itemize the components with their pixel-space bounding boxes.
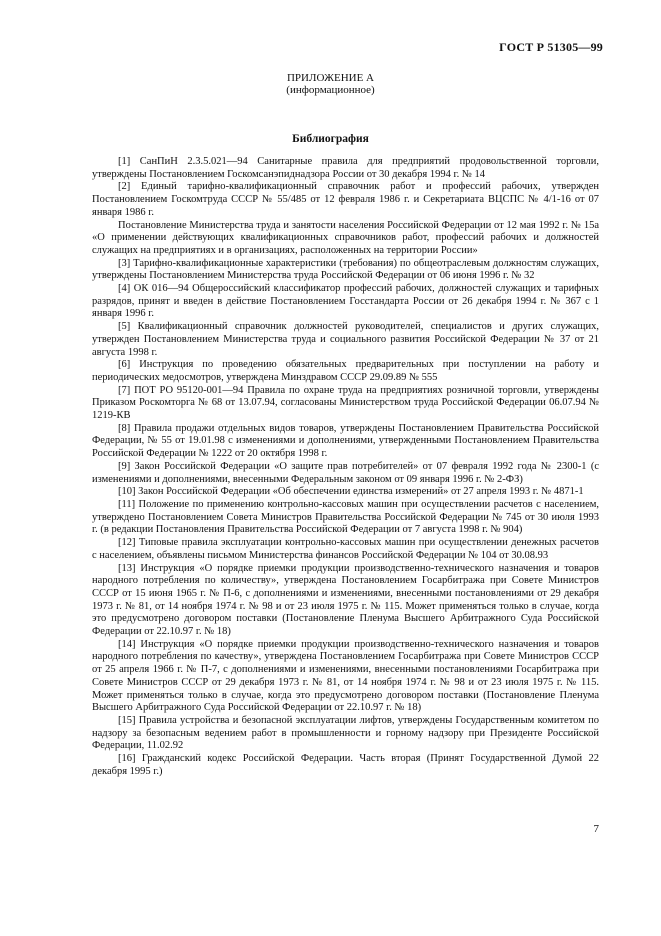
standard-header: ГОСТ Р 51305—99 (499, 40, 603, 54)
bibliography-entry: [6] Инструкция по проведению обязательных предварительных при поступлении на работу и периодических медосмотров, утверждена Минздравом СССР 29.09.89 № 555 (92, 359, 599, 383)
bibliography-entry: [12] Типовые правила эксплуатации контрольно-кассовых машин при осуществлении денежных расчетов с населением, объявлены письмом Министерства финансов Российской Федерации № 104 от 30.08.93 (92, 537, 599, 561)
bibliography-entry: [13] Инструкция «О порядке приемки продукции производственно-технического назначения и товаров народного потребления по количеству», утверждена Постановлением Госарбитража при Совете Министров СССР от 15 июня 1965 г. № П-6, с дополнениями и изменениями, внесенными постановлениями от 29 декабря 1973 г. № 81, от 14 ноября 1974 г. № 98 и от 23 июля 1975 г. № 115. Может применяться только в случае, когда это предусмотрено договором поставки (Постановление Пленума Высшего Арбитражного Суда Российской Федерации от 22.10.97 г. № 18) (92, 562, 599, 638)
section-title: Библиография (292, 133, 369, 145)
bibliography-entry: [14] Инструкция «О порядке приемки продукции производственно-технического назначения и товаров народного потребления по качеству», утверждена Постановлением Госарбитража при Совете Министров СССР от 25 апреля 1966 г. № П-7, с дополнениями и изменениями, внесенными постановлениями Госарбитража при Совете Министров СССР от 29 декабря 1973 г. № 81, от 14 ноября 1974 г. № 98 и от 23 июля 1975 г. № 115. Может применяться только в случае, когда это предусмотрено договором поставки (Постановление Пленума Высшего Арбитражного Суда Российской Федерации от 22.10.97 г. № 18) (92, 638, 599, 714)
bibliography-entry: [16] Гражданский кодекс Российской Федерации. Часть вторая (Принят Государственной Думой 22 декабря 1995 г.) (92, 753, 599, 777)
bibliography-entry: [10] Закон Российской Федерации «Об обеспечении единства измерений» от 27 апреля 1993 г. № 4871-1 (118, 486, 584, 498)
appendix-note: (информационное) (286, 84, 375, 96)
bibliography-entry: [9] Закон Российской Федерации «О защите прав потребителей» от 07 февраля 1992 года № 2300-1 (с изменениями и дополнениями, внесенными Федеральным законом от 09 января 1996 г. № 2-ФЗ) (92, 460, 599, 485)
page-number: 7 (593, 823, 599, 835)
bibliography-entry: [15] Правила устройства и безопасной эксплуатации лифтов, утверждены Государственным комитетом по надзору за безопасным ведением работ в промышленности и горному надзору при Президенте Российской Федерации, 11.02.92 (92, 714, 599, 752)
bibliography-list (92, 156, 599, 778)
bibliography-entry: [1] СанПиН 2.3.5.021—94 Санитарные правила для предприятий продовольственной торговли, утверждены Постановлением Госкомсанэпиднадзора России от 30 декабря 1994 г. № 14 (92, 156, 599, 180)
bibliography-entry: Постановление Министерства труда и занятости населения Российской Федерации от 12 мая 1992 г. № 15а «О применении действующих квалификационных справочников работ, профессий рабочих и должностей служащих на предприятиях и в организациях, расположенных на территории России» (92, 219, 599, 256)
appendix-label: ПРИЛОЖЕНИЕ А (286, 72, 374, 84)
bibliography-entry: [5] Квалификационный справочник должностей руководителей, специалистов и других служащих, утвержден Постановлением Министерства труда и социального развития Российской Федерации № 37 от 21 августа 1998 г. (92, 321, 599, 358)
appendix-heading (0, 72, 661, 96)
bibliography-entry: [2] Единый тарифно-квалификационный справочник работ и профессий рабочих, утвержден Постановлением Госкомтруда СССР № 55/485 от 12 февраля 1986 г. и Секретариата ВЦСПС № 4/1-16 от 07 января 1986 г. (92, 181, 599, 218)
bibliography-entry: [7] ПОТ РО 95120-001—94 Правила по охране труда на предприятиях розничной торговли, утверждены Приказом Роскомторга № 68 от 13.07.94, согласованы Министерством труда Российской Федерации 06.07.94 № 1219-КВ (92, 384, 599, 422)
bibliography-entry: [8] Правила продажи отдельных видов товаров, утверждены Постановлением Правительства Российской Федерации, № 55 от 19.01.98 с изменениями и дополнениями, утвержденными Постановлением Правительства Российской Федерации № 1222 от 20 октября 1998 г. (92, 422, 599, 460)
bibliography-entry: [11] Положение по применению контрольно-кассовых машин при осуществлении расчетов с населением, утверждено Постановлением Совета Министров Правительства Российской Федерации № 745 от 30 июля 1993 г. (в редакции Постановления Правительства Российской Федерации от 7 августа 1998 г. № 904) (92, 498, 599, 536)
bibliography-entry: [4] ОК 016—94 Общероссийский классификатор профессий рабочих, должностей служащих и тарифных разрядов, принят и введен в действие Постановлением Госстандарта России от 26 декабря 1994 г. № 367 с 1 января 1996 г. (92, 283, 599, 320)
bibliography-entry: [3] Тарифно-квалификационные характеристики (требования) по общеотраслевым должностям служащих, утверждены Постановлением Министерства труда Российской Федерации от 06 июня 1996 г. № 32 (92, 257, 599, 282)
